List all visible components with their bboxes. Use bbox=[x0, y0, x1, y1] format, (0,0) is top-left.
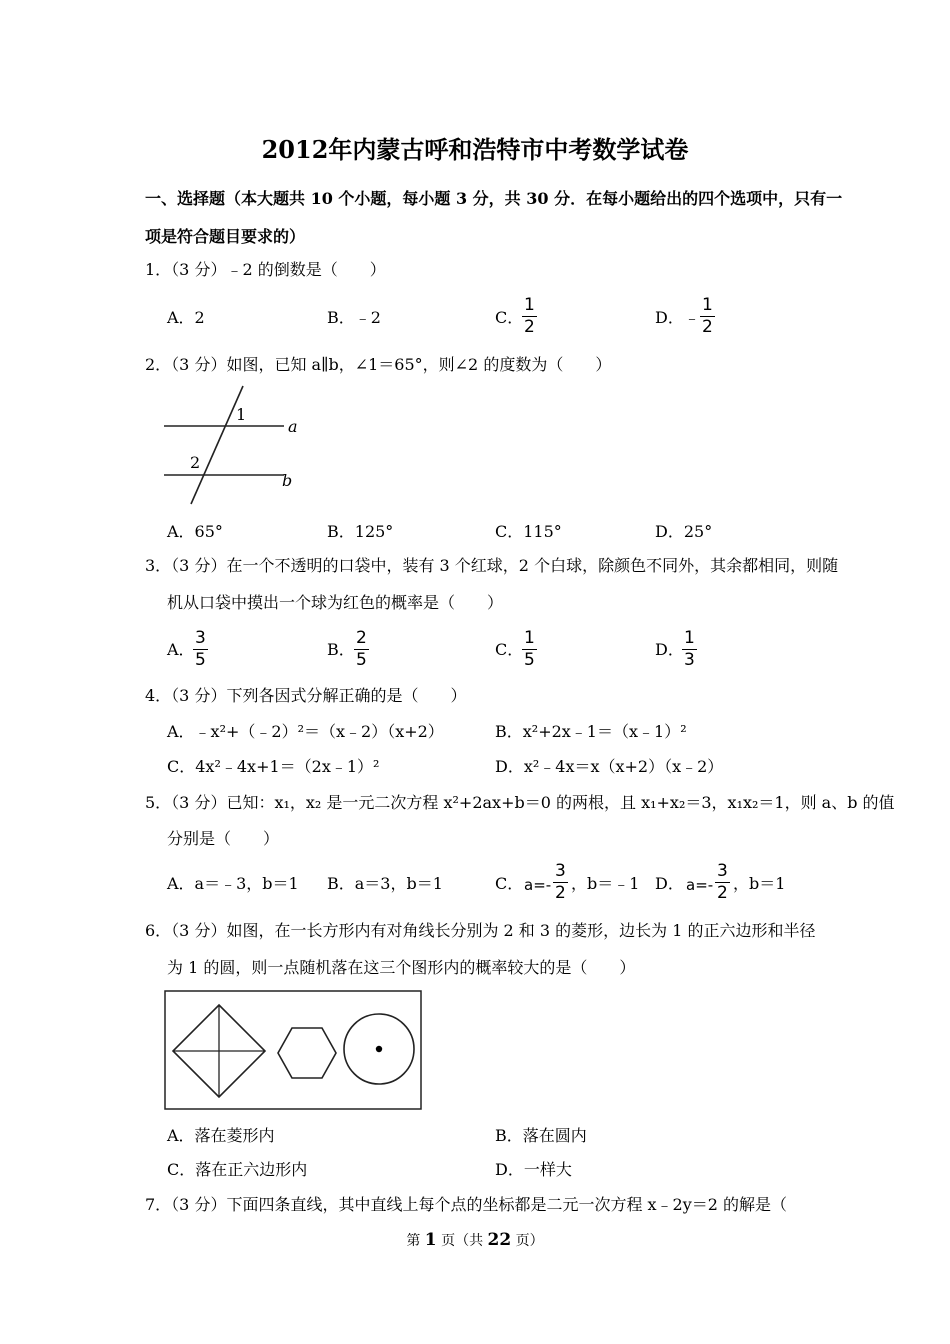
numerator: 1 bbox=[524, 295, 535, 315]
q7-stem: 7．（3 分）下面四条直线，其中直线上每个点的坐标都是二元一次方程 x﹣2y＝2 的解是（ bbox=[145, 1195, 788, 1214]
denominator: 5 bbox=[195, 650, 206, 670]
q3-option-c-label: C． bbox=[495, 640, 524, 659]
q4-option-b: B．x²+2x﹣1＝（x﹣1）² bbox=[495, 722, 687, 741]
q5-option-a: A．a＝﹣3，b＝1 bbox=[167, 874, 299, 893]
q5-option-c-fraction bbox=[553, 863, 568, 902]
q2-stem: 2．（3 分）如图，已知 a∥b，∠1＝65°，则∠2 的度数为（ ） bbox=[145, 355, 612, 374]
q2-parallel-lines-figure bbox=[160, 380, 310, 508]
q3-option-c-fraction bbox=[522, 630, 537, 669]
q1-option-c-fraction bbox=[522, 297, 537, 336]
numerator: 1 bbox=[524, 628, 535, 648]
footer-suffix: 页） bbox=[511, 1233, 544, 1249]
q4-stem: 4．（3 分）下列各因式分解正确的是（ ） bbox=[145, 686, 467, 705]
q3-option-b-label: B． bbox=[327, 640, 355, 659]
q6-stem-line1: 6．（3 分）如图，在一长方形内有对角线长分别为 2 和 3 的菱形，边长为 1 的正六边形和半径 bbox=[145, 921, 816, 940]
numerator: 3 bbox=[717, 861, 728, 881]
q5-option-d-fraction bbox=[715, 863, 730, 902]
circle-center-dot bbox=[376, 1046, 382, 1052]
q3-option-b-fraction bbox=[354, 630, 369, 669]
q6-shapes-figure bbox=[164, 990, 424, 1112]
denominator: 2 bbox=[555, 883, 566, 903]
q5-option-d-label: D． bbox=[655, 874, 684, 893]
denominator: 2 bbox=[702, 317, 713, 337]
footer-middle: 页（共 bbox=[436, 1233, 488, 1249]
numerator: 1 bbox=[702, 295, 713, 315]
transversal-line bbox=[191, 386, 243, 504]
q5-option-d-prefix: a=- bbox=[686, 876, 714, 894]
q1-stem: 1．（3 分）﹣2 的倒数是（ ） bbox=[145, 260, 386, 279]
footer-total-pages: 22 bbox=[487, 1230, 512, 1250]
q6-stem-line2: 为 1 的圆，则一点随机落在这三个图形内的概率较大的是（ ） bbox=[167, 958, 636, 977]
q1-option-d-label: D． bbox=[655, 308, 684, 327]
page-title: 2012年内蒙古呼和浩特市中考数学试卷 bbox=[261, 135, 689, 164]
q1-option-d-fraction bbox=[700, 297, 715, 336]
q5-stem-line2: 分别是（ ） bbox=[167, 829, 280, 848]
q5-option-c-suffix: ，b＝﹣1 bbox=[571, 874, 640, 893]
numerator: 1 bbox=[684, 628, 695, 648]
numerator: 2 bbox=[356, 628, 367, 648]
q5-option-d-suffix: ，b＝1 bbox=[733, 874, 786, 893]
q2-option-c: C．115° bbox=[495, 522, 562, 541]
q3-option-a-label: A． bbox=[167, 640, 195, 659]
q2-option-a: A．65° bbox=[167, 522, 223, 541]
angle-2-label: 2 bbox=[190, 453, 201, 472]
section-heading-line1: 一、选择题（本大题共 10 个小题，每小题 3 分，共 30 分．在每小题给出的四个选项中，只有一 bbox=[145, 189, 843, 208]
hexagon bbox=[278, 1028, 336, 1078]
q1-option-b: B．﹣2 bbox=[327, 308, 381, 327]
q6-option-b: B．落在圆内 bbox=[495, 1126, 587, 1145]
q1-option-d-sign: ﹣ bbox=[684, 308, 701, 327]
numerator: 3 bbox=[195, 628, 206, 648]
page-footer bbox=[0, 1232, 950, 1249]
footer-prefix: 第 bbox=[406, 1233, 425, 1249]
q6-option-a: A．落在菱形内 bbox=[167, 1126, 275, 1145]
denominator: 3 bbox=[684, 650, 695, 670]
denominator: 2 bbox=[524, 317, 535, 337]
numerator: 3 bbox=[555, 861, 566, 881]
q5-option-c-prefix: a=- bbox=[524, 876, 552, 894]
q3-stem-line2: 机从口袋中摸出一个球为红色的概率是（ ） bbox=[167, 593, 504, 612]
rectangle bbox=[165, 991, 421, 1109]
q3-option-d-fraction bbox=[682, 630, 697, 669]
denominator: 2 bbox=[717, 883, 728, 903]
line-b-label: b bbox=[282, 471, 293, 490]
q3-option-a-fraction bbox=[193, 630, 208, 669]
section-heading-line2: 项是符合题目要求的） bbox=[145, 227, 306, 246]
q5-option-b: B．a＝3，b＝1 bbox=[327, 874, 443, 893]
q4-option-d: D．x²﹣4x＝x（x+2）（x﹣2） bbox=[495, 757, 724, 776]
q4-option-a: A．﹣x²+（﹣2）²＝（x﹣2）（x+2） bbox=[167, 722, 444, 741]
footer-page-number: 1 bbox=[424, 1230, 437, 1250]
q4-option-c: C．4x²﹣4x+1＝（2x﹣1）² bbox=[167, 757, 380, 776]
q2-option-d: D．25° bbox=[655, 522, 713, 541]
q6-option-c: C．落在正六边形内 bbox=[167, 1160, 308, 1179]
q3-stem-line1: 3．（3 分）在一个不透明的口袋中，装有 3 个红球，2 个白球，除颜色不同外，其余都相同，则随 bbox=[145, 556, 839, 575]
denominator: 5 bbox=[356, 650, 367, 670]
q5-option-c-label: C． bbox=[495, 874, 524, 893]
q3-option-d-label: D． bbox=[655, 640, 684, 659]
q5-stem-line1: 5．（3 分）已知：x₁，x₂ 是一元二次方程 x²+2ax+b＝0 的两根，且 x₁+x₂＝3，x₁x₂＝1，则 a、b 的值 bbox=[145, 793, 895, 812]
q6-option-d: D．一样大 bbox=[495, 1160, 572, 1179]
line-a-label: a bbox=[288, 417, 298, 436]
q2-option-b: B．125° bbox=[327, 522, 394, 541]
denominator: 5 bbox=[524, 650, 535, 670]
q1-option-c-label: C． bbox=[495, 308, 524, 327]
q1-option-a: A．2 bbox=[167, 308, 205, 327]
angle-1-label: 1 bbox=[236, 405, 247, 424]
